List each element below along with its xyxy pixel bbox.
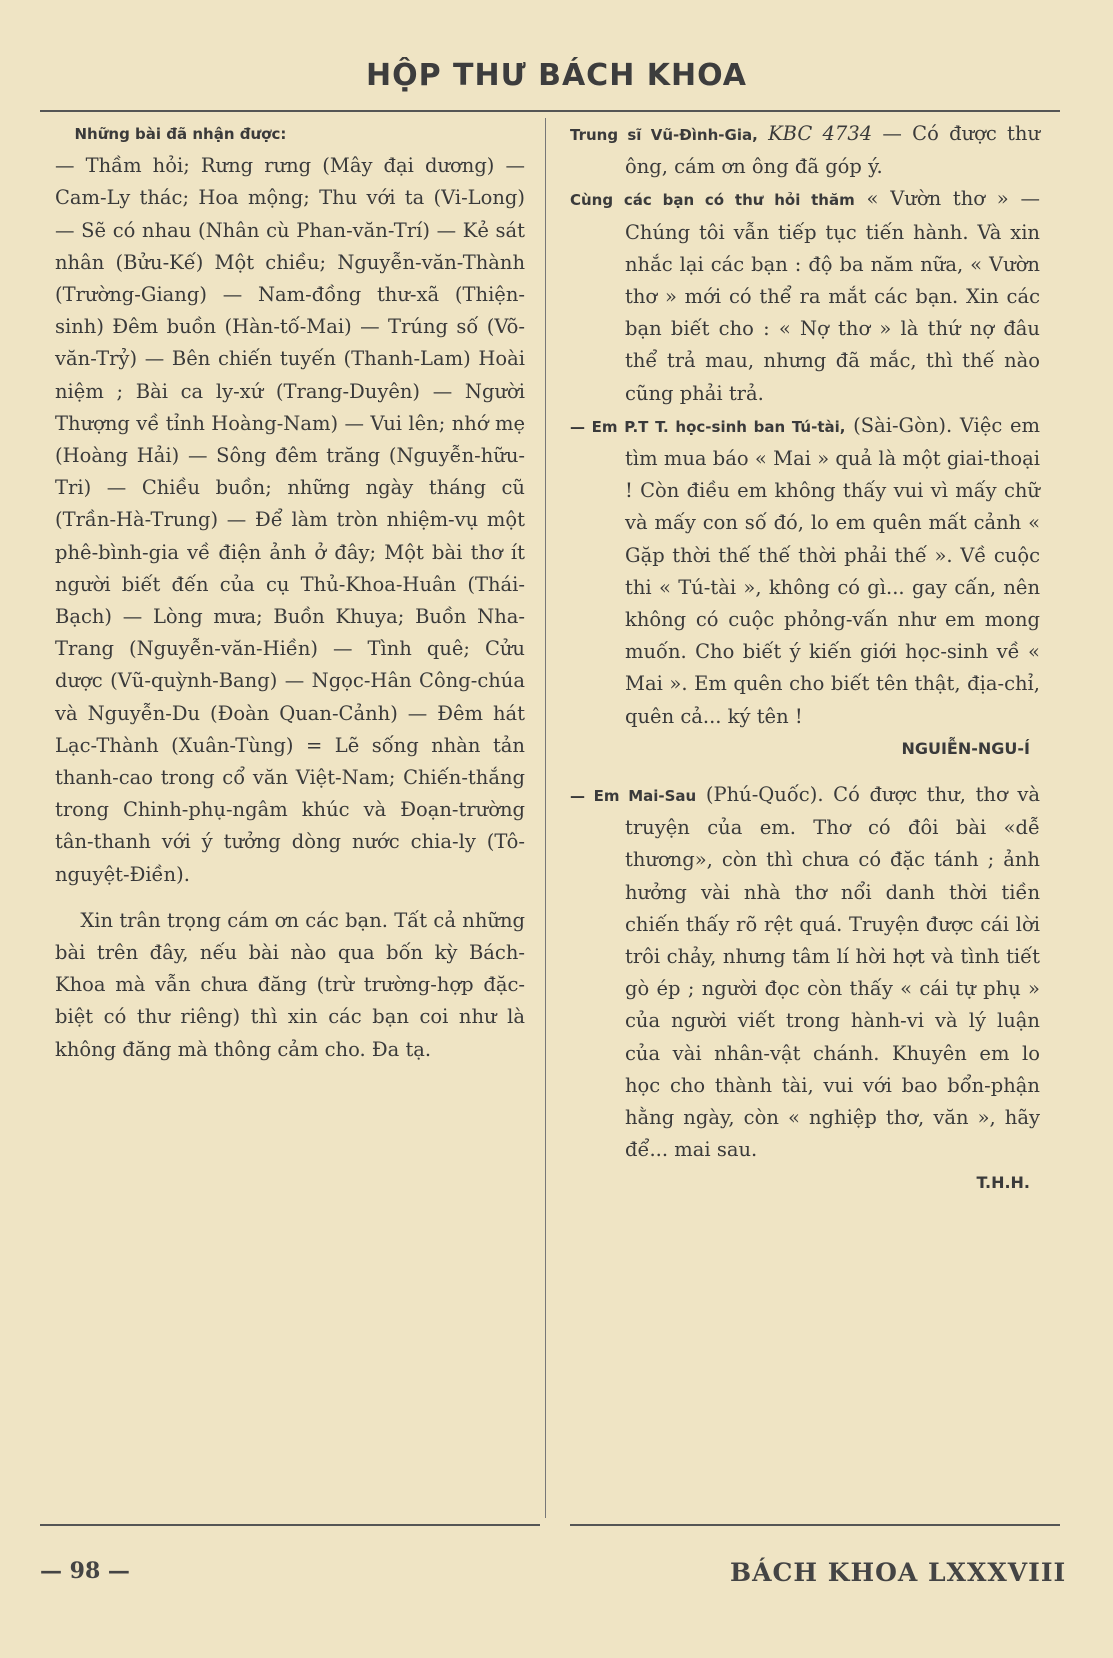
reply-3-signature: NGUIỄN-NGU-Í <box>901 738 1030 758</box>
column-divider <box>545 118 546 1518</box>
reply-2-text: « Vườn thơ » — Chúng tôi vẫn tiếp tục tiến hành. Và xin nhắc lại các bạn : độ ba năm nữa, « Vườn thơ » mới có thể ra mắt các bạn. Xin các bạn biết cho : « Nợ thơ » là thứ nợ đâu thể trả mau, nhưng đã mắc, thì thế nào cũng phải trả. <box>625 187 1040 405</box>
reply-entry-2 <box>570 183 1040 409</box>
reply-4-name: — Em Mai-Sau <box>570 787 697 806</box>
right-column <box>570 118 1040 1199</box>
page-number: — 98 — <box>40 1558 130 1584</box>
left-column <box>55 118 525 1066</box>
page-title: HỘP THƯ BÁCH KHOA <box>365 58 748 93</box>
reply-4-signature: T.H.H. <box>976 1172 1030 1192</box>
reply-3-name: — Em P.T T. học-sinh ban Tú-tài, <box>570 417 846 436</box>
received-heading: Những bài đã nhận được: <box>74 125 287 143</box>
received-list: — Thầm hỏi; Rưng rưng (Mây đại dương) — Cam-Ly thác; Hoa mộng; Thu với ta (Vi-Long) — Sẽ có nhau (Nhân cù Phan-văn-Trí) — Kẻ sát nhân (Bửu-Kế) Một chiều; Nguyễn-văn-Thành (Trường-Giang) — Nam-đồng thư-xã (Thiện-sinh) Đêm buồn (Hàn-tố-Mai) — Trúng số (Võ-văn-Trỷ) — Bên chiến tuyến (Thanh-Lam) Hoài niệm ; Bài ca ly-xứ (Trang-Duyên) — Người Thượng về tỉnh Hoàng-Nam) — Vui lên; nhớ mẹ (Hoàng Hải) — Sông đêm trăng (Nguyễn-hữu-Tri) — Chiều buồn; những ngày tháng cũ (Trần-Hà-Trung) — Để làm tròn nhiệm-vụ một phê-bình-gia về điện ảnh ở đây; Một bài thơ ít người biết đến của cụ Thủ-Khoa-Huân (Thái-Bạch) — Lòng mưa; Buồn Khuya; Buồn Nha-Trang (Nguyễn-văn-Hiền) — Tình quê; Cửu dược (Vũ-quỳnh-Bang) — Ngọc-Hân Công-chúa và Nguyễn-Du (Đoàn Quan-Cảnh) — Đêm hát Lạc-Thành (Xuân-Tùng) = Lẽ sống nhàn tản thanh-cao trong cổ văn Việt-Nam; Chiến-thắng trong Chinh-phụ-ngâm khúc và Đoạn-trường tân-thanh với ý tưởng dòng nước chia-ly (Tô-nguyệt-Điền). <box>55 154 525 886</box>
reply-4-text: (Phú-Quốc). Có được thư, thơ và truyện của em. Thơ có đôi bài «dễ thương», còn thì chưa có đặc tánh ; ảnh hưởng vài nhà thơ nổi danh thời tiền chiến thấy rõ rệt quá. Truyện được cái lời trôi chảy, nhưng tâm lí hời hợt và tình tiết gò ép ; người đọc còn thấy « cái tự phụ » của người viết trong hành-vi và lý luận của vài nhân-vật chánh. Khuyên em lo học cho thành tài, vui với bao bổn-phận hằng ngày, còn « nghiệp thơ, văn », hãy để... mai sau. <box>625 783 1040 1162</box>
reply-1-code: KBC 4734 <box>768 122 873 145</box>
reply-entry-3 <box>570 410 1040 733</box>
reply-1-name: Trung sĩ Vũ-Đình-Gia, <box>570 126 758 144</box>
publication-name: BÁCH KHOA LXXXVIII <box>730 1558 1067 1587</box>
bottom-rule-left <box>40 1524 540 1526</box>
reply-3-text: (Sài-Gòn). Việc em tìm mua báo « Mai » quả là một giai-thoại ! Còn điều em không thấy vui vì mấy chữ và mấy con số đó, lo em quên mất cảnh « Gặp thời thế thế thời phải thế ». Về cuộc thi « Tú-tài », không có gì... gay cấn, nên không có cuộc phỏng-vấn như em mong muốn. Cho biết ý kiến giới học-sinh về « Mai ». Em quên cho biết tên thật, địa-chỉ, quên cả... ký tên ! <box>625 413 1041 728</box>
reply-1-text: — Có được thư ông, cám ơn ông đã góp ý. <box>625 122 1040 179</box>
reply-entry-4 <box>570 779 1040 1166</box>
closing-note: Xin trân trọng cám ơn các bạn. Tất cả những bài trên đây, nếu bài nào qua bốn kỳ Bách-Khoa mà vẫn chưa đăng (trừ trường-hợp đặc-biệt có thư riêng) thì xin các bạn coi như là không đăng mà thông cảm cho. Đa tạ. <box>55 908 525 1061</box>
reply-entry-1 <box>570 118 1040 183</box>
top-rule <box>40 110 1060 112</box>
reply-2-lead: Cùng các bạn có thư hỏi thăm <box>570 191 855 210</box>
bottom-rule-right <box>570 1524 1060 1526</box>
